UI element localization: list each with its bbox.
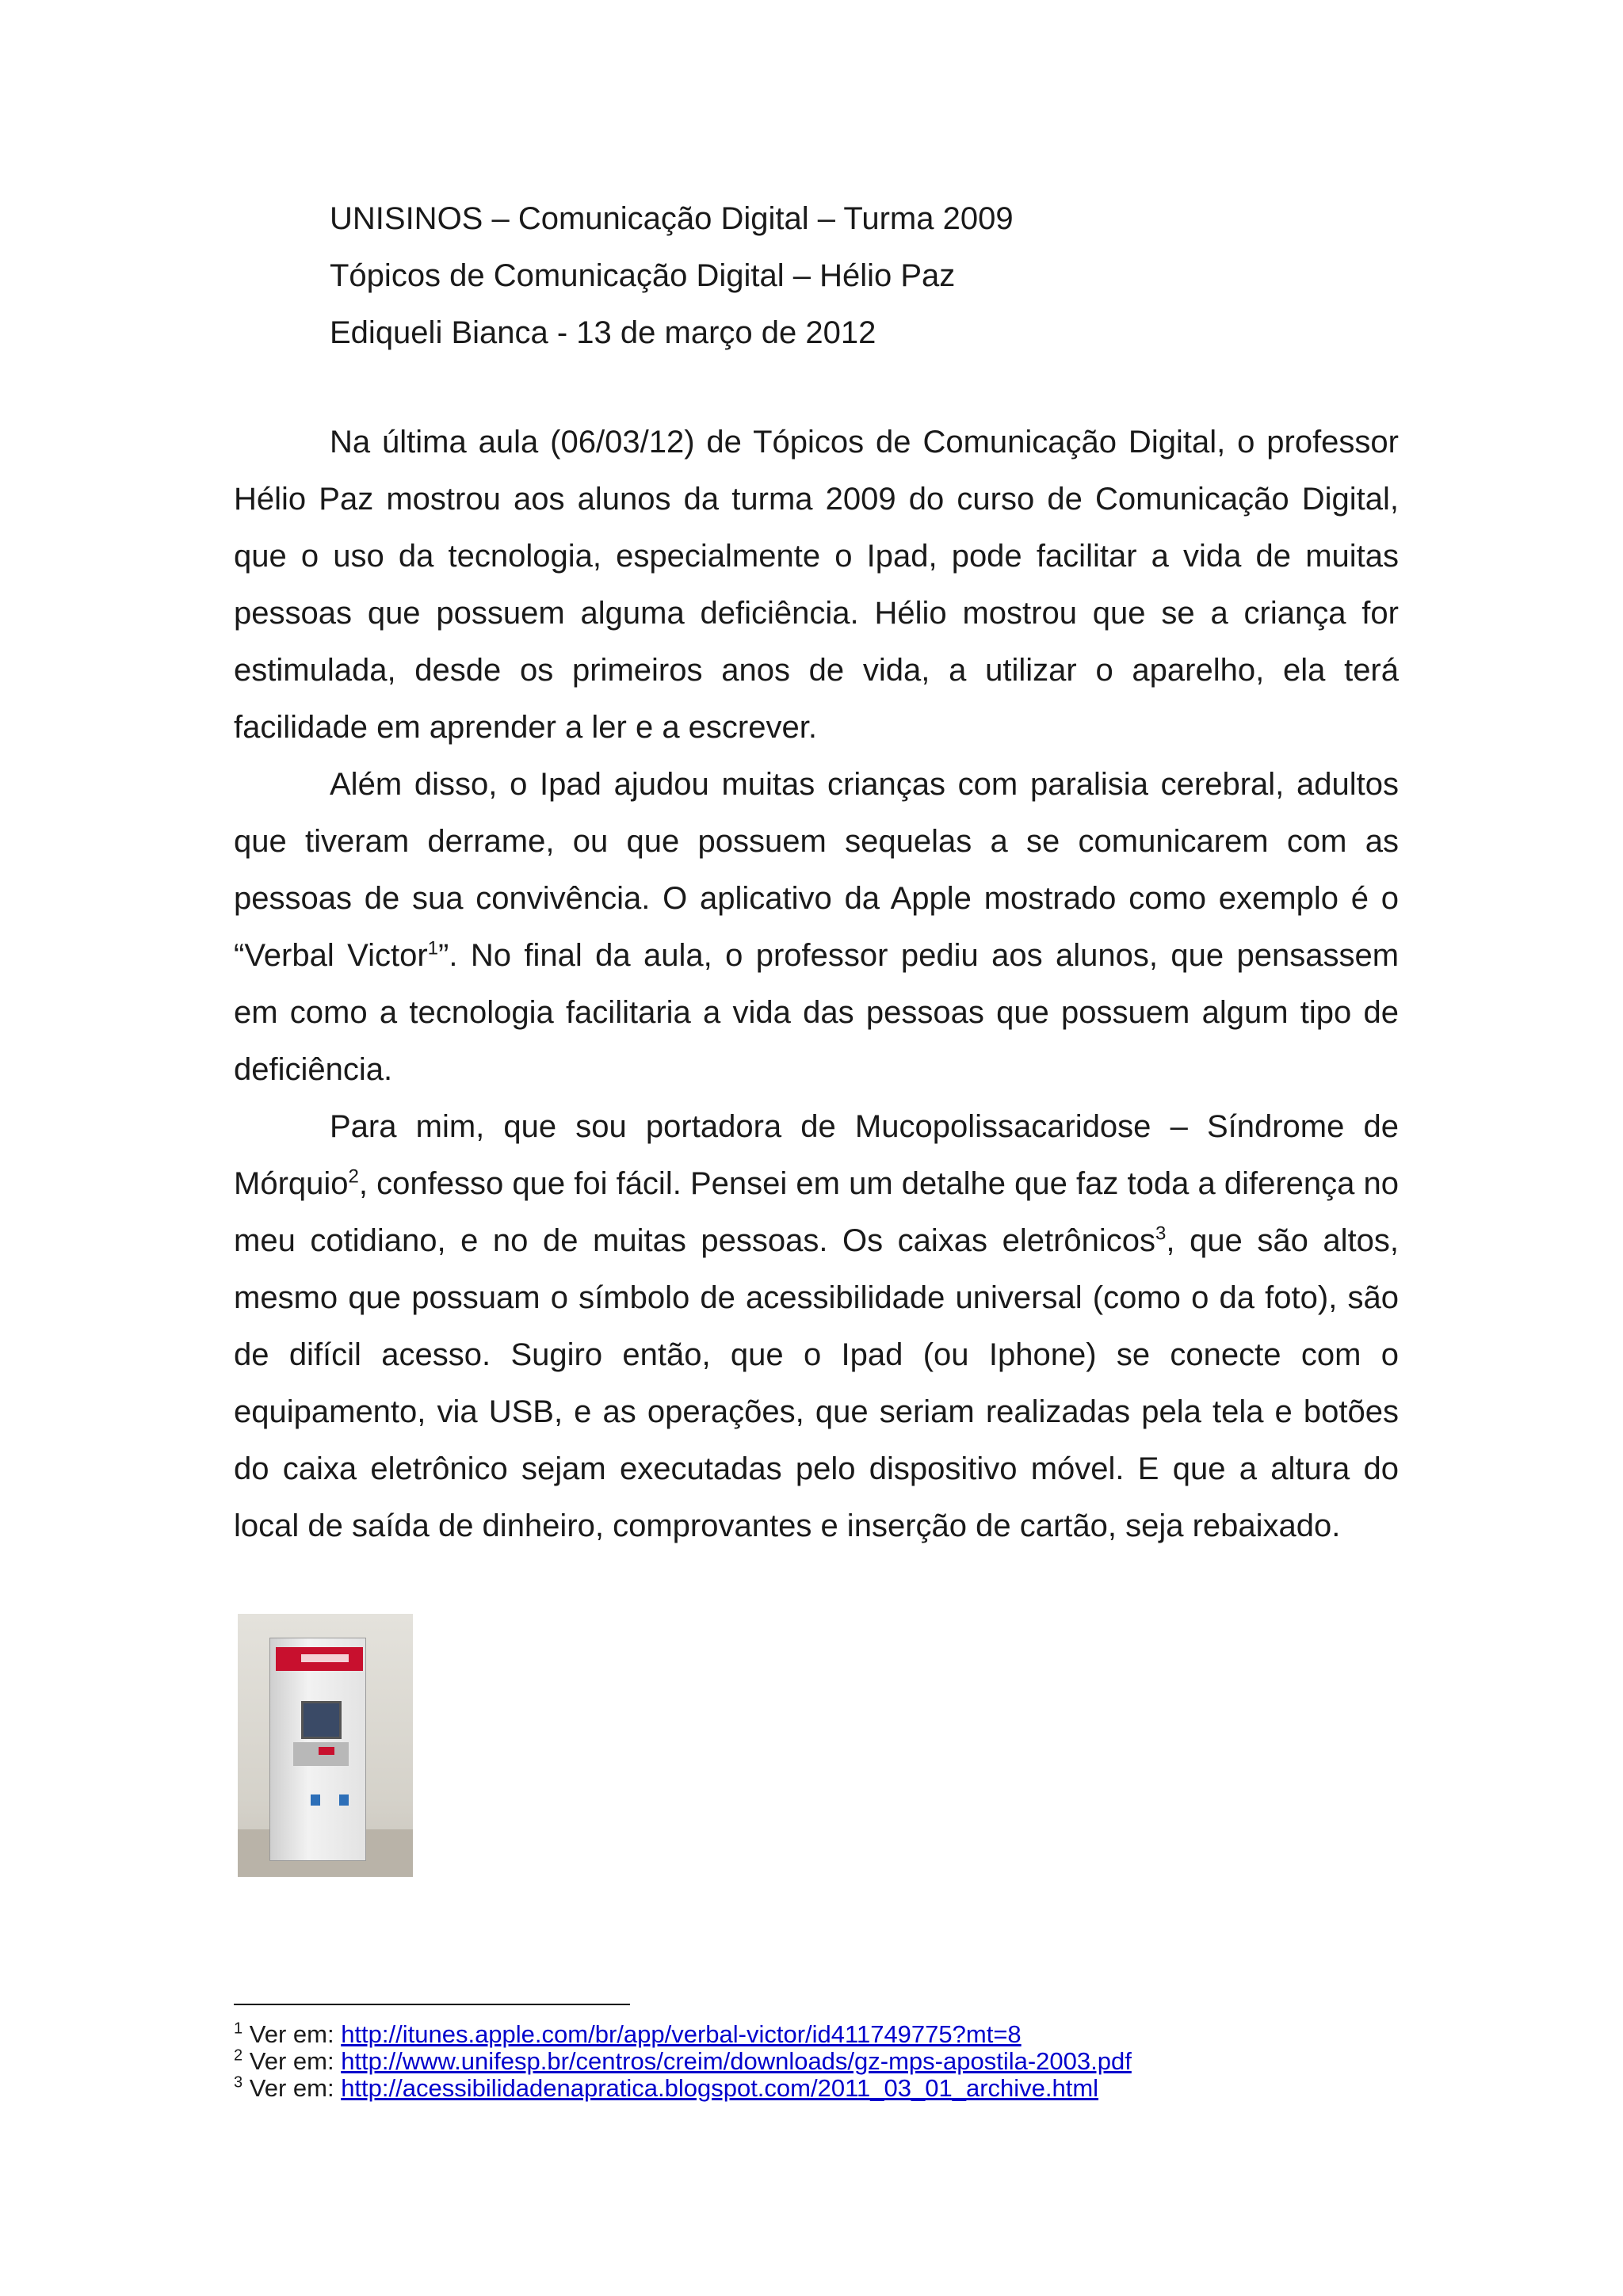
- atm-photo: [238, 1614, 413, 1877]
- footnote-number: 2: [234, 2046, 243, 2065]
- paragraph-3-text-a: Para mim, que sou portadora de Mucopolissacaridose – Síndrome de Mórquio: [234, 1109, 1399, 1201]
- paragraph-2: [234, 756, 1399, 1098]
- footnote-number: 3: [234, 2073, 243, 2092]
- footnote-divider: [234, 2004, 630, 2005]
- paragraph-2-text-b: ”. No final da aula, o professor pediu aos alunos, que pensassem em como a tecnologia facilitaria a vida das pessoas que possuem algum tipo de deficiência.: [234, 938, 1400, 1087]
- footnote-prefix: Ver em:: [249, 2074, 342, 2102]
- paragraph-1-text: Na última aula (06/03/12) de Tópicos de Comunicação Digital, o professor Hélio Paz mostrou aos alunos da turma 2009 do curso de Comunicação Digital, que o uso da tecnologia, especialmente o Ipad, pode facilitar a vida de muitas pessoas que possuem alguma deficiência. Hélio mostrou que se a criança for estimulada, desde os primeiros anos de vida, a utilizar o aparelho, ela terá facilidade em aprender a ler e a escrever.: [234, 425, 1399, 745]
- paragraph-3-text-c: , que são altos, mesmo que possuam o símbolo de acessibilidade universal (como o da foto), são de difícil acesso. Sugiro então, que o Ipad (ou Iphone) se conecte com o equipamento, via USB, e as operações, que seriam realizadas pela tela e botões do caixa eletrônico sejam executadas pelo dispositivo móvel. E que a altura do local de saída de dinheiro, comprovantes e inserção de cartão, seja rebaixado.: [234, 1223, 1399, 1543]
- header-course: Tópicos de Comunicação Digital – Hélio Paz: [330, 258, 956, 293]
- footnote-number: 1: [234, 2019, 243, 2038]
- footnote-prefix: Ver em:: [249, 2020, 342, 2048]
- atm-card-slot: [319, 1747, 334, 1755]
- footnote-2: [234, 2048, 1132, 2075]
- paragraph-1: [234, 414, 1399, 756]
- document-body: [234, 414, 1399, 1554]
- atm-screen: [301, 1701, 342, 1739]
- footnote-1: [234, 2021, 1132, 2048]
- document-header: [330, 190, 1014, 361]
- paragraph-3: [234, 1098, 1399, 1554]
- footnote-prefix: Ver em:: [249, 2047, 342, 2075]
- footnote-link-3[interactable]: http://acessibilidadenapratica.blogspot.com/2011_03_01_archive.html: [341, 2074, 1099, 2102]
- paragraph-2-text-a: Além disso, o Ipad ajudou muitas crianças com paralisia cerebral, adultos que tiveram derrame, ou que possuem sequelas a se comunicarem com as pessoas de sua convivência. O aplicativo da Apple mostrado como exemplo é o “Verbal Victor: [234, 767, 1399, 973]
- header-author-date: Ediqueli Bianca - 13 de março de 2012: [330, 315, 876, 350]
- atm-brand-logo: [301, 1654, 349, 1662]
- footnote-ref-3[interactable]: 3: [1155, 1222, 1167, 1245]
- footnote-ref-1[interactable]: 1: [427, 937, 439, 959]
- accessibility-symbol-icon: [311, 1794, 320, 1806]
- footnote-3: [234, 2075, 1132, 2102]
- footnote-link-1[interactable]: http://itunes.apple.com/br/app/verbal-victor/id411749775?mt=8: [341, 2020, 1022, 2048]
- footnote-link-2[interactable]: http://www.unifesp.br/centros/creim/downloads/gz-mps-apostila-2003.pdf: [341, 2047, 1132, 2075]
- paragraph-3-text-b: , confesso que foi fácil. Pensei em um detalhe que faz toda a diferença no meu cotidiano, e no de muitas pessoas. Os caixas eletrônicos: [234, 1166, 1399, 1258]
- footnotes: [234, 2021, 1132, 2102]
- header-institution: UNISINOS – Comunicação Digital – Turma 2009: [330, 201, 1014, 236]
- footnote-ref-2[interactable]: 2: [348, 1165, 359, 1188]
- accessibility-symbol-icon: [339, 1794, 349, 1806]
